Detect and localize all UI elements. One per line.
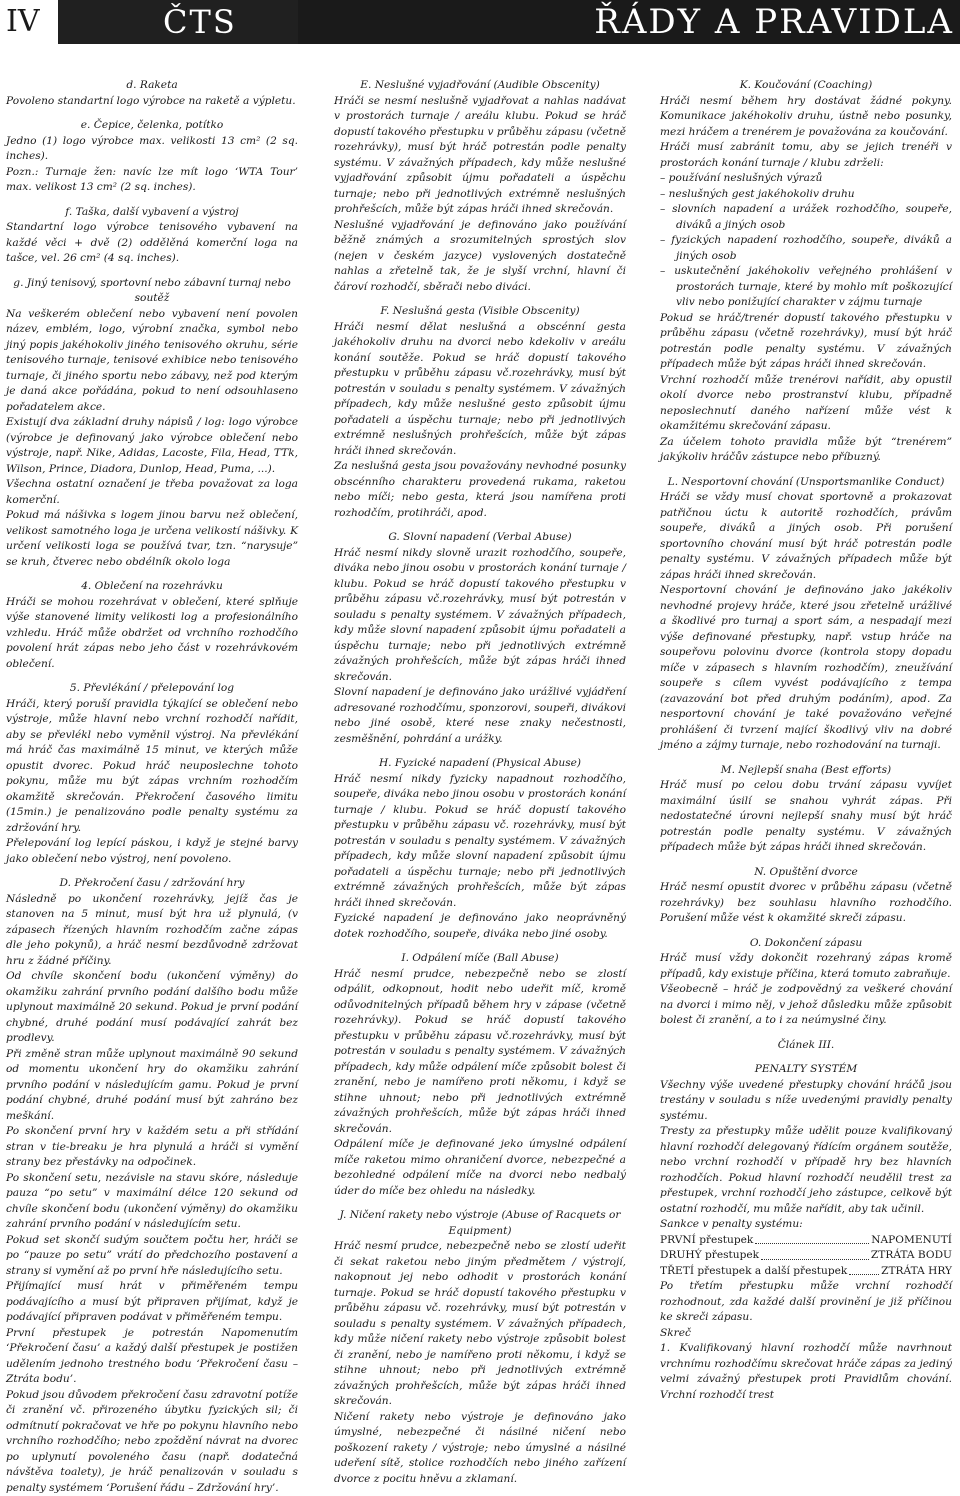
paragraph: Po skončení první hry v každém setu a při střídání stran v tie-breaku je hra plynulá a hráči si vymění strany bez přestávky na odpočinek.	[6, 1124, 298, 1171]
paragraph: Hráči se nesmí neslušně vyjadřovat a nahlas nadávat v prostorách turnaje / areálu klubu. Pokud se hráč dopustí takového přestupku v průběhu zápasu (včetně rozehrávky), musí být hráč potrestán podle penalty systému. V závažných případech, kdy může neslušné vyjadřování způsobit újmu pořadateli a úspěchu turnaje; nebo při jednotlivých extrémně neslušných prohřešcích, může být zápas hráči ihned skrečován.	[334, 94, 626, 218]
paragraph: Hráč nesmí prudce, nebezpečně nebo se zlostí odpálit, odkopnout, hodit nebo udeřit míč, kromě odůvodnitelných případů během hry v zápase (včetně rozehrávky). Pokud se hráč dopustí takového přestupku v průběhu zápasu vč.rozehrávky, musí být potrestán v souladu s penalty systémem. V závažných případech, kdy může odpálení míče způsobit bolest či zranění, nebo je namířeno proti někomu, i když se stihne uhnout; nebo při jednotlivých extrémně závažných prohřešcích, může být zápas hráči ihned skrečován.	[334, 967, 626, 1138]
paragraph: Pokud se hráč/trenér dopustí takového přestupku v průběhu zápasu (včetně rozehrávky), musí být hráč potrestán podle penalty systému. V závažných případech může být zápas hráči ihned skrečován.	[660, 311, 952, 373]
penalty-row	[660, 1264, 952, 1280]
paragraph: Hráč nesmí nikdy slovně urazit rozhodčího, soupeře, diváka nebo jinou osobu v prostorách konání turnaje / klubu. Pokud se hráč dopustí takového přestupku v průběhu zápasu vč.rozehrávky, musí být potrestán v souladu s penalty systémem. V závažných případech, kdy může slovní napadení způsobit újmu pořadateli a úspěchu turnaje; nebo při jednotlivých extrémně závažných prohřešcích, může být zápas hráči ihned skrečován.	[334, 546, 626, 686]
paragraph: Po třetím přestupku může vrchní rozhodčí rozhodnout, zda každé další provinění je již příčinou ke skreči zápasu.	[660, 1279, 952, 1326]
section-heading: G. Slovní napadení (Verbal Abuse)	[334, 530, 626, 546]
paragraph: Hráči, který poruší pravidla týkající se oblečení nebo výstroje, může hlavní nebo vrchní rozhodčí nařídit, aby se převlékl nebo vyměnil výstroj. Na převlékání má hráč čas maximálně 15 minut, ve kterých může opustit dvorec. Pokud hráč neuposlechne tohoto pokynu, může mu být zápas vrchním rozhodčím okamžitě skrečován. Překročení časového limitu (15min.) je penalizováno podle penalty systému za zdržování hry.	[6, 697, 298, 837]
paragraph: Hráč nesmí nikdy fyzicky napadnout rozhodčího, soupeře, diváka nebo jinou osobu v prostorách konání turnaje / klubu. Pokud se hráč dopustí takového přestupku v průběhu zápasu vč. rozehrávky, musí být potrestán v souladu s penalty systémem. V závažných případech, kdy může slovní napadení způsobit újmu pořadateli a úspěchu turnaje; nebo při jednotlivých extrémně závažných prohřešcích, může být zápas hráči ihned skrečován.	[334, 772, 626, 912]
paragraph: Ničení rakety nebo výstroje je definováno jako úmyslné, nebezpečné či násilné ničení nebo poškození rakety / výstroje; nebo úmyslné a násilné udeření sítě, stolice rozhodčích nebo jiného zařízení dvorce z pocitu hněvu a zklamaní.	[334, 1410, 626, 1488]
paragraph: Existují dva základní druhy nápisů / log: logo výrobce (výrobce je definovaný jako výrobce oblečení nebo výstroje, např. Nike, Adidas, Lacoste, Fila, Head, TTk, Wilson, Prince, Diadora, Dunlop, Head, Puma, ...).	[6, 415, 298, 477]
penalty-sanction: ZTRÁTA BODU	[871, 1248, 952, 1264]
paragraph: Tresty za přestupky může udělit pouze kvalifikovaný hlavní rozhodčí delegovaný řídícím orgánem soutěže, nebo vrchní rozhodčí v případě hry bez hlavních rozhodčích. Pokud hlavní rozhodčí neudělil trest za přestupek, vrchní rozhodčí jeho zástupce, celkově být ostatní rozhodčí, mu může nařídit, aby tak učinil.	[660, 1124, 952, 1217]
list-item: – uskutečnění jakéhokoliv veřejného prohlášení v prostorách turnaje, které by mohlo mít poškozující vliv nebo ponižující charakter v zájmu turnaje	[660, 264, 952, 311]
paragraph: Pozn.: Turnaje žen: navíc lze mít logo ‘WTA Tour’ max. velikost 13 cm² (2 sq. inches).	[6, 165, 298, 196]
paragraph: Všechny výše uvedené přestupky chování hráčů jsou trestány v souladu s níže uvedenými pravidly penalty systému.	[660, 1078, 952, 1125]
paragraph: Na veškerém oblečení nebo vybavení není povolen název, emblém, logo, výrobní značka, symbol nebo jiný popis jakéhokoliv jiného tenisového okruhu, série tenisového turnaje, tenisové exhibice nebo tenisového turnaje, či jiného sportu nebo zábavy, než pod kterým je daná akce pořádána, pokud to není odsouhlaseno pořadatelem akce.	[6, 307, 298, 416]
penalty-offence: DRUHÝ přestupek	[660, 1248, 759, 1264]
section-heading: I. Odpálení míče (Ball Abuse)	[334, 951, 626, 967]
section-heading: M. Nejlepší snaha (Best efforts)	[660, 763, 952, 779]
paragraph: Pokud jsou důvodem překročení času zdravotní potíže či zranění vč. přirozeného úbytku fyzických sil; či odmítnutí pokračovat ve hře po pokynu hlavního nebo vrchního rozhodčího; nebo zpoždění návrat na dvorec po uplynutí povoleného času (např. dodatečná návštěva toalety), je hráč penalizován v souladu s penalty systémem ‘Porušení řádu – Zdržování hry’.	[6, 1388, 298, 1496]
section-heading: H. Fyzické napadení (Physical Abuse)	[334, 756, 626, 772]
paragraph: Sankce v penalty systému:	[660, 1217, 952, 1233]
chapter-number: IV	[0, 0, 58, 44]
penalty-row	[660, 1233, 952, 1249]
paragraph: Při změně stran může uplynout maximálně 90 sekund od momentu ukončení hry do okamžiku zahrání prvního podání v následujícím gamu. Pokud je první podání chybné, druhé podání musí být zahráno bez meškání.	[6, 1047, 298, 1125]
page-header	[0, 0, 960, 44]
section-heading: g. Jiný tenisový, sportovní nebo zábavní turnaj nebo soutěž	[6, 276, 298, 307]
section-heading: f. Taška, další vybavení a výstroj	[6, 205, 298, 221]
paragraph: Fyzické napadení je definováno jako neoprávněný dotek rozhodčího, soupeře, diváka nebo jiné osoby.	[334, 911, 626, 942]
org-label: ČTS	[58, 0, 298, 44]
list-item: – používání neslušných výrazů	[660, 171, 952, 187]
section-heading: 4. Oblečení na rozehrávku	[6, 579, 298, 595]
section-heading: N. Opuštění dvorce	[660, 865, 952, 881]
paragraph: Pokud set skončí sudým součtem počtu her, hráči se po “pauze po setu” vrátí do předchozího postavení a strany si vymění až po první hře následujícího setu.	[6, 1233, 298, 1280]
paragraph: Nesportovní chování je definováno jako jakékoliv nevhodné projevy hráče, které jsou zřetelně urážlivé a škodlivé pro turnaj a sport sám, a nespadají mezi výše definované přestupky, např. vstup hráče na soupeřovu polovinu dvorce (kontrola stopy dopadu míče v zápasech s hlavním rozhodčím), zneužívání soupeře s cílem vyvést podávajícího z tempa (zavazování bot před druhým podáním), apod. Za nesportovní chování je také považováno veřejné prohlášení či tvrzení mající škodlivý vliv na dobré jméno a zájmy turnaje, nebo rozhodování na turnaji.	[660, 583, 952, 754]
penalty-sanction: NAPOMENUTÍ	[871, 1233, 952, 1249]
paragraph: Povoleno standartní logo výrobce na raketě a výpletu.	[6, 94, 298, 110]
paragraph: Hráč nesmí prudce, nebezpečně nebo se zlostí udeřit či sekat raketou nebo jiným předmětem / výstrojí, nakopnout jej nebo odhodit v prostorách konání turnaje. Pokud se hráč dopustí takového přestupku v průběhu zápasu vč. rozehrávky, musí být potrestán v souladu s penalty systémem. V závažných případech, kdy může ničení rakety nebo výstroje způsobit bolest či zranění, nebo je namířeno proti někomu, i když se stihne uhnout; nebo při jednotlivých extrémně závažných prohřešcích, může být zápas hráči ihned skrečován.	[334, 1239, 626, 1410]
section-heading: 5. Převlékání / přelepování log	[6, 681, 298, 697]
penalty-offence: PRVNÍ přestupek	[660, 1233, 753, 1249]
paragraph: Hráči se mohou rozehrávat v oblečení, které splňuje výše stanovené limity velikosti log a profesionálního vzhledu. Hráč může obdržet od vrchního rozhodčího povolení hrát zápas nebo jeho část v rozehrávkovém oblečení.	[6, 595, 298, 673]
paragraph: Hráč musí vždy dokončit rozehraný zápas kromě případů, kdy existuje příčina, která tomuto zabraňuje.	[660, 951, 952, 982]
section-heading: L. Nesportovní chování (Unsportsmanlike Conduct)	[660, 475, 952, 491]
paragraph: Standartní logo výrobce tenisového vybavení na každé věci + dvě (2) oddělěná komerční loga na tašce, vel. 26 cm² (4 sq. inches).	[6, 220, 298, 267]
paragraph: Všechna ostatní označení je třeba považovat za loga komerční.	[6, 477, 298, 508]
paragraph: Všeobecně – hráč je zodpovědný za veškeré chování na dvorci i mimo něj, v jehož důsledku může způsobit bolest či zranění, a to i za neúmyslné činy.	[660, 982, 952, 1029]
paragraph: Přelepování log lepící páskou, i když je stejné barvy jako oblečení nebo výstroj, není povoleno.	[6, 836, 298, 867]
column-3	[660, 78, 952, 1403]
paragraph: Za neslušná gesta jsou považovány nevhodné posunky obscénního charakteru provedená rukama, raketou nebo míči; nebo gesta, která jsou namířena proti rozhodčím, protihráči, apod.	[334, 459, 626, 521]
section-heading: J. Ničení rakety nebo výstroje (Abuse of Racquets or Equipment)	[334, 1208, 626, 1239]
paragraph: Hráč nesmí opustit dvorec v průběhu zápasu (včetně rozehrávky) bez souhlasu hlavního rozhodčího. Porušení může vést k okamžité skreči zápasu.	[660, 880, 952, 927]
dot-leader	[761, 1248, 869, 1260]
section-heading: O. Dokončení zápasu	[660, 936, 952, 952]
paragraph: Následně po ukončení rozehrávky, jejíž čas je stanoven na 5 minut, musí být hra už plynulá, (v zápasech řízených hlavním rozhodčím začne zápas dle jeho pokynů), a hráč nesmí bezdůvodně zdržovat hru z žádné příčiny.	[6, 892, 298, 970]
list-item: – fyzických napadení rozhodčího, soupeře, diváků a jiných osob	[660, 233, 952, 264]
paragraph: Od chvíle skončení bodu (ukončení výměny) do okamžiku zahrání prvního podání dalšího bodu může uplynout maximálně 20 sekund. Pokud je první podání chybné, druhé podání musí podávající zahrát bez prodlevy.	[6, 969, 298, 1047]
paragraph: Jedno (1) logo výrobce max. velikosti 13 cm² (2 sq. inches).	[6, 134, 298, 165]
list-item: – neslušných gest jakéhokoliv druhu	[660, 187, 952, 203]
dot-leader	[755, 1233, 869, 1245]
paragraph: Přijímající musí hrát v přiměřeném tempu podávajícího a musí být připraven přijímat, když je podávající připraven podávat v přiměřeném tempu.	[6, 1279, 298, 1326]
paragraph: 1. Kvalifikovaný hlavní rozhodčí může navrhnout vrchnímu rozhodčímu skrečovat hráče zápas za jediný velmi závažný přestupek proti Pravidlům chování. Vrchní rozhodčí trest	[660, 1341, 952, 1403]
paragraph: První přestupek je potrestán Napomenutím ‘Překročení času’ a každý další přestupek je postižen udělením jednoho trestného bodu ‘Překročení času – Ztráta bodu’.	[6, 1326, 298, 1388]
paragraph: Po skončení setu, nezávisle na stavu skóre, následuje pauza “po setu” v maximální délce 120 sekund od chvíle skončení bodu (ukončení výměny) do okamžiku zahrání prvního podání v následujícím setu.	[6, 1171, 298, 1233]
list-item: – slovních napadení a urážek rozhodčího, soupeře, diváků a jiných osob	[660, 202, 952, 233]
section-heading: D. Překročení času / zdržování hry	[6, 876, 298, 892]
paragraph: Pokud má nášivka s logem jinou barvu než oblečení, velikost samotného loga je určena velikostí nášivky. K určení velikosti loga se používá tvar, tzn. “narysuje” se kruh, čtverec nebo obdélník okolo loga	[6, 508, 298, 570]
dot-leader	[849, 1264, 879, 1276]
column-1	[6, 78, 298, 1496]
paragraph: Hráč musí po celou dobu trvání zápasu vyvíjet maximální úsilí se snahou vyhrát zápas. Při nedostatečné úrovni nejlepší snahy musí být hráč potrestán podle penalty systému. V závažných případech může být zápas hráči ihned skrečován.	[660, 778, 952, 856]
section-heading: PENALTY SYSTÉM	[660, 1062, 952, 1078]
section-title: ŘÁDY A PRAVIDLA	[298, 0, 960, 44]
section-heading: d. Raketa	[6, 78, 298, 94]
section-heading: Článek III.	[660, 1038, 952, 1054]
paragraph: Slovní napadení je definováno jako urážlivé vyjádření adresované rozhodčímu, sponzorovi, soupeři, divákovi nebo jiné osobě, které nese znaky nečestnosti, zesměšnění, pohrdání a urážky.	[334, 685, 626, 747]
paragraph: Hráči nesmí dělat neslušná a obscénní gesta jakéhokoliv druhu na dvorci nebo kdekoliv v areálu konání soutěže. Pokud se hráč dopustí takového přestupku v průběhu zápasu vč.rozehrávky, musí být potrestán v souladu s penalty systémem. V závažných případech, kdy může neslušné gesto způsobit újmu pořadateli a úspěchu turnaje; nebo při jednotlivých extrémně neslušných prohřešcích, může být zápas hráči ihned skrečován.	[334, 320, 626, 460]
paragraph: Vrchní rozhodčí může trenérovi nařídit, aby opustil okolí dvorce nebo prostranství klubu, případně neposlechnutí daného nařízení může vést k okamžitému skrečování zápasu.	[660, 373, 952, 435]
paragraph: Neslušné vyjadřování je definováno jako používání běžně známých a srozumitelných sprostých slov (nejen v českém jazyce) vyslovených dostatečně nahlas a zřetelně tak, že je slyší vrchní, hlavní či čároví rozhodčí, sběrači nebo diváci.	[334, 218, 626, 296]
column-2	[334, 78, 626, 1487]
paragraph: Hráči musí zabránit tomu, aby se jejich trenéři v prostorách konání turnaje / klubu zdrželi:	[660, 140, 952, 171]
section-heading: K. Koučování (Coaching)	[660, 78, 952, 94]
paragraph: Hráči nesmí během hry dostávat žádné pokyny. Komunikace jakéhokoliv druhu, ústně nebo posunky, mezi hráčem a trenérem je považována za koučování.	[660, 94, 952, 141]
penalty-sanction: ZTRÁTA HRY	[881, 1264, 952, 1280]
paragraph: Za účelem tohoto pravidla může být “trenérem” jakýkoliv hráčův zástupce nebo příbuzný.	[660, 435, 952, 466]
penalty-row	[660, 1248, 952, 1264]
section-heading: e. Čepice, čelenka, potítko	[6, 118, 298, 134]
section-heading: E. Neslušné vyjadřování (Audible Obscenity)	[334, 78, 626, 94]
paragraph: Odpálení míče je definované jeko úmyslné odpálení míče raketou mimo ohraničení dvorce, nebezpečné a bezohledné odpálení míče na dvorci nebo nedbalý úder do míče bez ohledu na následky.	[334, 1137, 626, 1199]
paragraph: Skreč	[660, 1326, 952, 1342]
section-heading: F. Neslušná gesta (Visible Obscenity)	[334, 304, 626, 320]
paragraph: Hráči se vždy musí chovat sportovně a prokazovat patřičnou úctu k autoritě rozhodčích, právům soupeře, diváků a jiných osob. Při porušení sportovního chování musí být hráč potrestán podle penalty systému. V závažných případech může být zápas hráči ihned skrečován.	[660, 490, 952, 583]
penalty-offence: TŘETÍ přestupek a další přestupek	[660, 1264, 847, 1280]
